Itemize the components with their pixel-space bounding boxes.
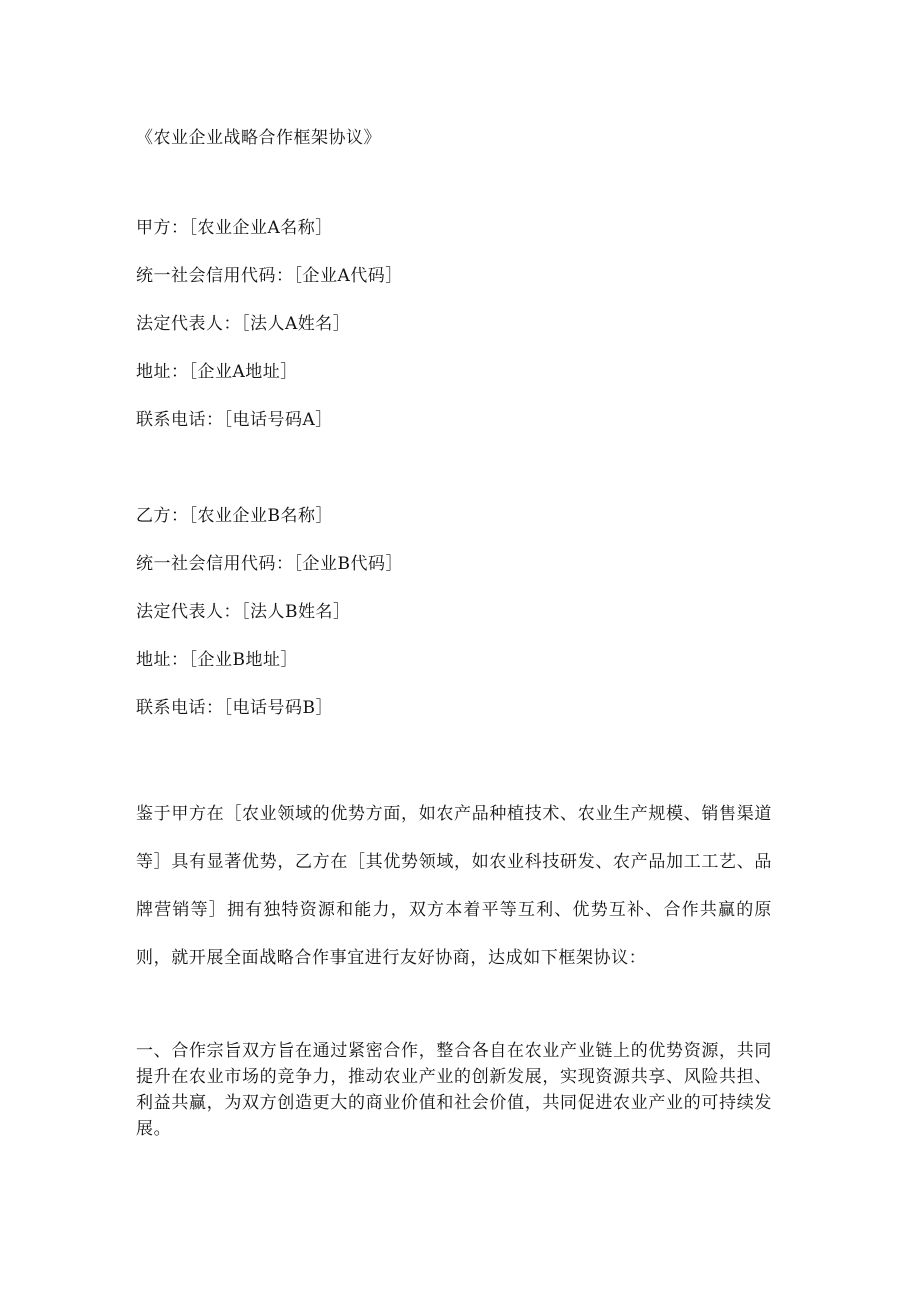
preamble-paragraph: 鉴于甲方在［农业领域的优势方面，如农产品种植技术、农业生产规模、销售渠道等］具有显著优势，乙方在［其优势领域，如农业科技研发、农产品加工工艺、品牌营销等］拥有独特资源和能力，双方本着平等互利、优势互补、合作共赢的原则，就开展全面战略合作事宜进行友好协商，达成如下框架协议： — [136, 804, 772, 968]
party-a-legal-rep: 法定代表人：［法人A姓名］ — [136, 314, 351, 334]
party-b-name: 乙方：［农业企业B名称］ — [136, 506, 333, 526]
party-b-credit-code: 统一社会信用代码：［企业B代码］ — [136, 554, 403, 574]
section-1-paragraph: 一、合作宗旨双方旨在通过紧密合作，整合各自在农业产业链上的优势资源，共同提升在农业市场的竞争力，推动农业产业的创新发展，实现资源共享、风险共担、利益共赢，为双方创造更大的商业价值和社会价值，共同促进农业产业的可持续发展。 — [136, 1041, 772, 1139]
party-a-address: 地址：［企业A地址］ — [136, 362, 298, 382]
party-a-credit-code: 统一社会信用代码：［企业A代码］ — [136, 266, 403, 286]
party-b-legal-rep: 法定代表人：［法人B姓名］ — [136, 602, 351, 622]
party-b-address: 地址：［企业B地址］ — [136, 650, 298, 670]
party-a-phone: 联系电话：［电话号码A］ — [136, 410, 333, 430]
party-b-phone: 联系电话：［电话号码B］ — [136, 698, 333, 718]
document-title: 《农业企业战略合作框架协议》 — [136, 128, 381, 148]
party-a-name: 甲方：［农业企业A名称］ — [136, 218, 333, 238]
